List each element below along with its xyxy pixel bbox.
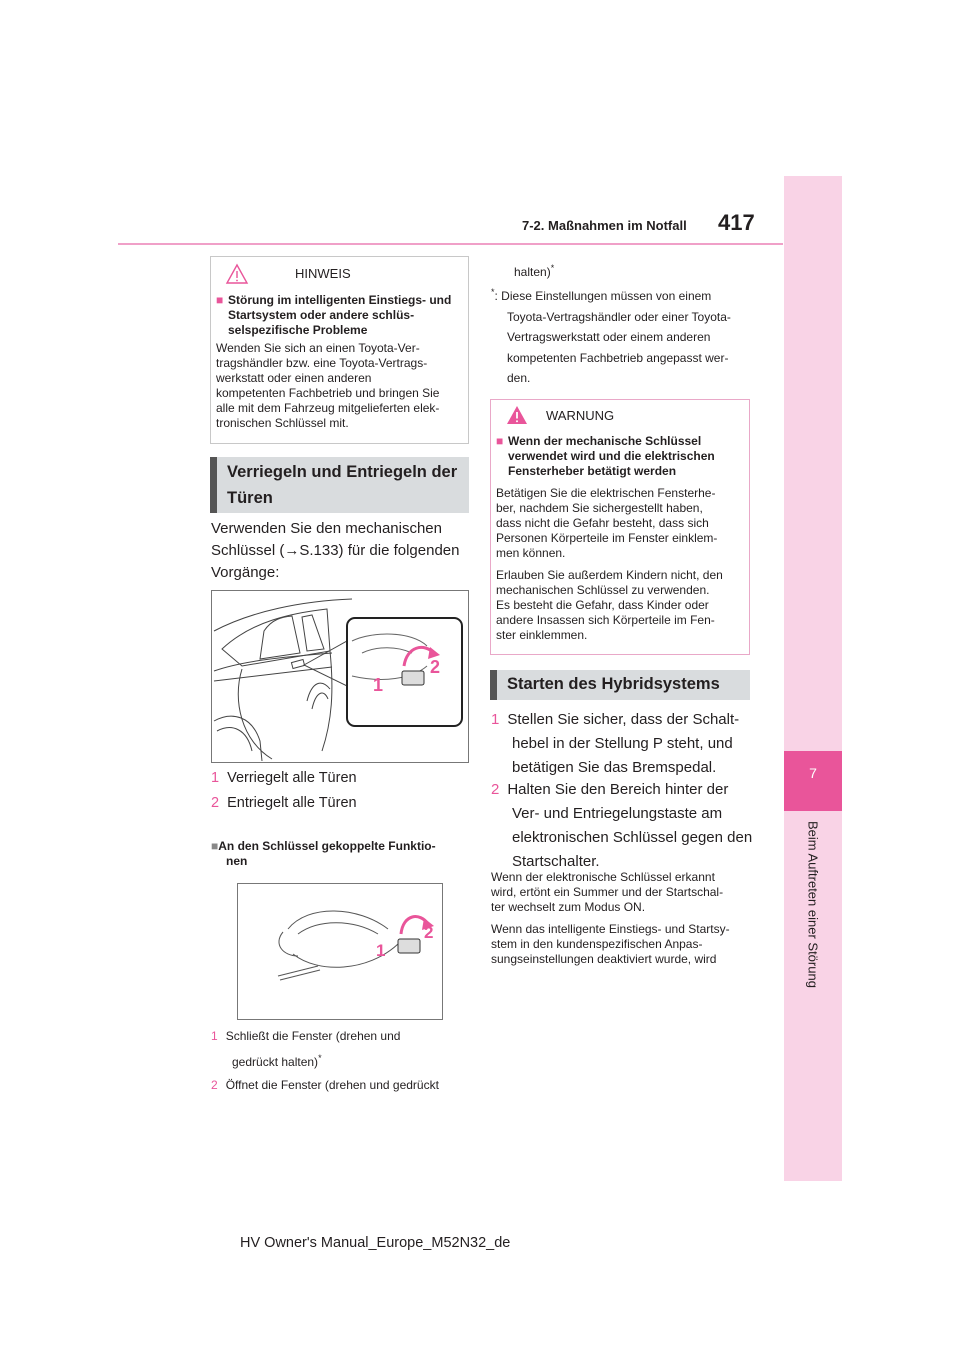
figure1-label-1: 1 [373,675,384,695]
warnung-heading: ■ Wenn der mechanische Schlüssel verwendet wird und die elektrischen Fensterheber betätigt werden [496,434,715,478]
footer-manual-id: HV Owner's Manual_Europe_M52N32_de [240,1235,511,1251]
section-heading-locking: Verriegeln und Entriegeln der Türen [210,457,469,513]
lock-item-1: 1 Verriegelt alle Türen [211,770,357,786]
door-key-illustration [211,590,469,763]
figure2-label-1: 1 [376,941,386,960]
caution-icon [225,263,249,285]
chapter-tab-title: Beim Auftreten einer Störung [805,821,821,988]
function-item-2: 2 Öffnet die Fenster (drehen und gedrückt [211,1078,439,1092]
continued-text: halten)* [514,263,555,279]
warning-icon [505,404,529,426]
section-heading-hybrid-start: Starten des Hybridsystems [490,670,750,700]
hinweis-title: HINWEIS [295,266,351,281]
section-title: 7-2. Maßnahmen im Notfall [522,218,687,233]
lock-item-2: 2 Entriegelt alle Türen [211,795,357,811]
footnote: *: Diese Einstellungen müssen von einem Toyota-Vertragshändler oder einer Toyota- Vertragswerkstatt oder einem anderen kompetenten Fachbetrieb angepasst wer- den. [491,287,731,385]
figure1-label-2: 2 [430,657,441,677]
door-handle-drawing [238,884,442,1019]
figure2-label-2: 2 [424,923,434,942]
hinweis-heading: ■ Störung im intelligenten Einstiegs- und Startsystem oder andere schlüs- selspezifische Probleme [216,293,452,337]
warnung-box [490,399,750,655]
start-note-2: Wenn das intelligente Einstiegs- und Startsy- stem in den kundenspezifischen Anpas- sungseinstellungen deaktiviert wurde, wird [491,922,730,966]
function-item-1: 1 Schließt die Fenster (drehen und gedrückt halten)* [211,1029,401,1069]
side-tab-top [784,176,842,751]
sub-heading-functions: ■An den Schlüssel gekoppelte Funktio- nen [211,839,436,868]
chapter-tab-number: 7 [784,751,842,811]
start-step-1: 1 Stellen Sie sicher, dass der Schalt- hebel in der Stellung P steht, und betätigen Sie das Bremspedal. [491,711,740,776]
warnung-title: WARNUNG [546,408,615,423]
hinweis-text: Wenden Sie sich an einen Toyota-Ver- tragshändler bzw. eine Toyota-Vertrags- werkstatt oder einen anderen kompetenten Fachbetrieb und bringen Sie alle mit dem Fahrzeug mitgelieferten elek- tronischen Schlüssel mit. [216,341,440,430]
warnung-para-1: Betätigen Sie die elektrischen Fensterhe- ber, nachdem Sie sichergestellt haben, dass nicht die Gefahr besteht, dass sich Personen Körperteile im Fenster einklem- men können. [496,486,718,560]
warnung-para-2: Erlauben Sie außerdem Kindern nicht, den mechanischen Schlüssel zu verwenden. Es besteht die Gefahr, dass Kinder oder andere Insassen sich Körperteile im Fen- ster einklemmen. [496,568,723,642]
door-handle-illustration [237,883,443,1020]
header-rule [118,243,783,245]
locking-intro: Verwenden Sie den mechanischen Schlüssel (→S.133) für die folgenden Vorgänge: [211,520,460,581]
start-note-1: Wenn der elektronische Schlüssel erkannt wird, ertönt ein Summer und der Startschal- ter wechselt zum Modus ON. [491,870,724,914]
hinweis-box [210,256,469,444]
car-door-drawing [212,591,468,762]
page-number: 417 [718,210,755,235]
start-step-2: 2 Halten Sie den Bereich hinter der Ver- und Entriegelungstaste am elektronischen Schlüssel gegen den Startschalter. [491,781,753,870]
